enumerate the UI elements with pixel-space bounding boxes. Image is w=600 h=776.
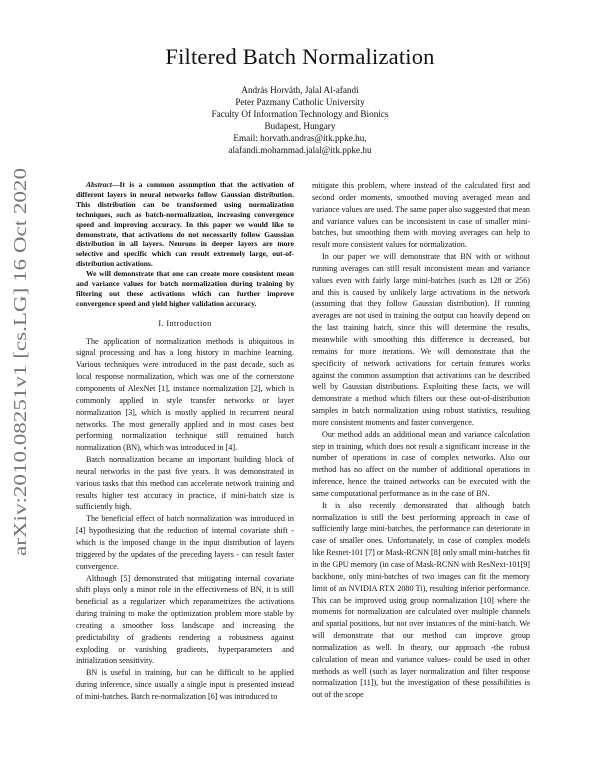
author-affiliation: Peter Pazmany Catholic University: [235, 97, 365, 107]
body-paragraph: In our paper we will demonstrate that BN with or without running averages can still result inconsistent mean and variance values even with fairly large mini-batches (such as 128 or 256) and this is caused by unlikely large activations in the network (assuming that they follow Gaussian distribution). If running averages are not used in training the output can heavily depend on the last training batch, since this will determine the results, meanwhile with smoothing this difference is decreased, but remains for more iterations. We will demonstrate that the specificity of network activations for certain features works against the common assumption that activations can be described well by Gaussian distributions. Exploiting these facts, we will demonstrate a method which filters out these out-of-distribution samples in batch normalization using robust statistics, resulting more consistent moments and faster convergence.: [312, 252, 530, 427]
body-paragraph: It is also recently demonstrated that although batch normalization is still the best performing approach in case of sufficiently large mini-batches, the performance can deteriorate in case of smaller ones. Unfortunately, in case of complex models like Resnet-101 [7] or Mask-RCNN [8] only small mini-batches fit in the GPU memory (in case of Mask-RCNN with ResNext-101[9] backbone, only mini-batches of two images can fit the memory limit of an NVIDIA RTX 2080 Ti), resulting inferior performance. This can be improved using group normalization [10] where the moments for normalization are calculated over multiple channels and spatial positions, but not over instances of the mini-batch. We will demonstrate that our method can improve group normalization as well. In theory, our approach -the robust calculation of mean and variance values- could be used in other methods as well (such as layer normalization and filter response normalization [11]), but the investigation of these possibilities is out of the scope: [312, 500, 530, 700]
body-paragraph: BN is useful in training, but can be difficult to be applied during inference, since usually a single input is presented instead of mini-batches. Batch re-normalization [6] was introduced to: [76, 668, 294, 701]
abstract-paragraph-2: We will demonstrate that one can create more consistent mean and variance values for batch normalization during training by filtering out these activations which can further improve convergence speed and yield higher validation accuracy.: [76, 269, 294, 308]
section-heading: I. Introduction: [158, 318, 212, 328]
body-paragraph: Our method adds an additional mean and variance calculation step in training, which does not result a significant increase in the number of operations in case of complex networks. Also our method has no affect on the number of additional operations in inference, hence the trained networks can be executed with the same computational performance as in the case of BN.: [312, 429, 530, 498]
author-email-2: alafandi.mohammad.jalal@itk.ppke.hu: [228, 145, 372, 155]
body-paragraph: The application of normalization methods is ubiquitous in signal processing and has a long history in machine learning. Various techniques were introduced in the past decade, such as local response normalization, which was one of the cornerstone components of AlexNet [1], instance normalization [2], which is commonly applied in style transfer networks or layer normalization [3], which is mostly applied in recurrent neural networks. The most generally applied and in most cases best performing normalization technique still remained batch normalization (BN), which was introduced in [4].: [76, 336, 294, 453]
body-paragraph: Although [5] demonstrated that mitigating internal covariate shift plays only a minor role in the effectiveness of BN, it is still beneficial as a regularizer which reparametrizes the activations during training to make the optimization problem more stable by creating a smoother loss landscape and increasing the predictability of gradients rendering a robustness against exploding or vanishing gradients, hyperparameters and initialization sensitivity.: [76, 573, 294, 666]
paper-title: Filtered Batch Normalization: [165, 44, 435, 69]
author-email-1: Email: horvath.andras@itk.ppke.hu,: [233, 133, 367, 143]
right-column: [312, 180, 530, 701]
abstract-paragraph-1: [76, 180, 294, 269]
author-block: [0, 84, 600, 156]
arxiv-identifier: [6, 168, 34, 558]
author-location: Budapest, Hungary: [264, 121, 336, 131]
author-names: András Horváth, Jalal Al-afandi: [241, 85, 359, 95]
abstract-label: Abstract: [86, 180, 112, 189]
abstract: [76, 180, 294, 309]
body-paragraph: mitigate this problem, where instead of the calculated first and second order moments, smoothed moving averaged mean and variance values are used. The same paper also suggested that mean and variance values can be inconsistent in case of smaller mini-batches, but smoothing them with moving averages can help to result more consistent values for normalization.: [312, 181, 530, 250]
abstract-text-1: —It is a common assumption that the activation of different layers in neural networks follow Gaussian distribution. This distribution can be transformed using normalization techniques, such as batch-normalization, increasing convergence speed and improving accuracy. In this paper we would like to demonstrate, that activations do not necessarily follow Gaussian distribution in all layers. Neurons in deeper layers are more selective and specific which can result extremely large, out-of-distribution activations.: [76, 180, 294, 269]
body-paragraph: The beneficial effect of batch normalization was introduced in [4] hypothesizing that the reduction of internal covariate shift -which is the imposed change in the input distribution of layers triggered by the updates of the preceding layers - can result faster convergence.: [76, 514, 294, 571]
arxiv-id-text: arXiv:2010.08251v1 [cs.LG] 16 Oct 2020: [10, 259, 30, 556]
author-faculty: Faculty Of Information Technology and Bionics: [211, 109, 389, 119]
body-paragraph: Batch normalization became an important building block of neural networks in the past five years. It was demonstrated in various tasks that this method can accelerate network training and results higher test accuracy in practice, if mini-batch size is sufficiently high.: [76, 455, 294, 512]
left-column: [76, 180, 294, 703]
